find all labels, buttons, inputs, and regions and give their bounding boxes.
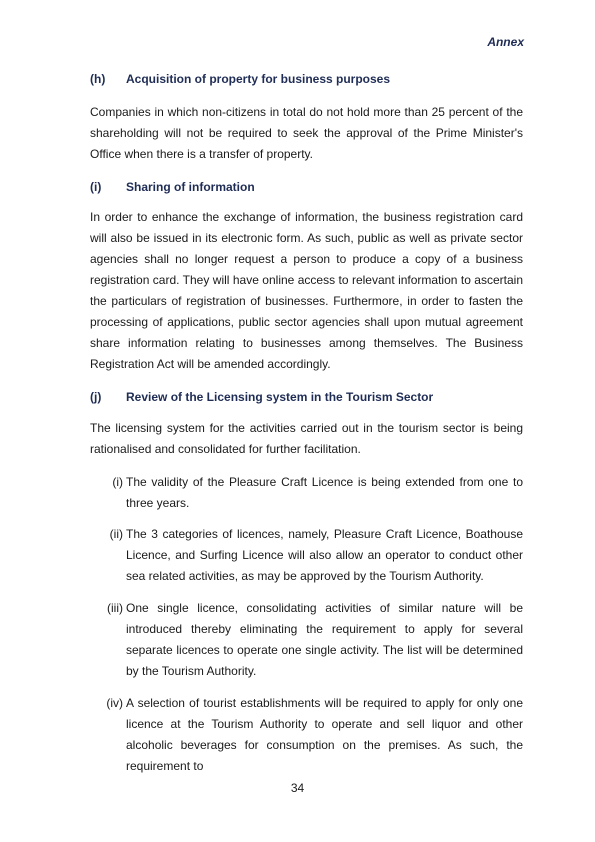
section-heading-i bbox=[90, 180, 255, 194]
section-label: (i) bbox=[90, 180, 102, 194]
list-item bbox=[90, 524, 523, 587]
list-item-number: (iv) bbox=[106, 696, 123, 710]
list-item-text: The validity of the Pleasure Craft Licence is being extended from one to three years. bbox=[126, 475, 523, 510]
section-body-i: In order to enhance the exchange of information, the business registration card will also be issued in its electronic form. As such, public as well as private sector agencies shall no longer request a person to produce a copy of a business registration card. They will have online access to relevant information to ascertain the particulars of registration of businesses. Furthermore, in order to fasten the processing of applications, public sector agencies shall upon mutual agreement share information relating to businesses among themselves. The Business Registration Act will be amended accordingly. bbox=[90, 210, 523, 371]
list-item-text: One single licence, consolidating activities of similar nature will be introduced thereby eliminating the requirement to apply for several separate licences to operate one single activity. The list will be determined by the Tourism Authority. bbox=[126, 601, 523, 678]
list-item-text: The 3 categories of licences, namely, Pleasure Craft Licence, Boathouse Licence, and Surfing Licence will also allow an operator to conduct other sea related activities, as may be approved by the Tourism Authority. bbox=[126, 527, 523, 583]
list-item-number: (i) bbox=[112, 475, 123, 489]
annex-header: Annex bbox=[487, 35, 524, 49]
page-number: 34 bbox=[290, 781, 305, 795]
list-item bbox=[90, 598, 523, 682]
section-body-h: Companies in which non-citizens in total do not hold more than 25 percent of the shareholding will not be required to seek the approval of the Prime Minister's Office when there is a transfer of property. bbox=[90, 105, 523, 161]
section-heading-h bbox=[90, 72, 390, 86]
section-title: Review of the Licensing system in the Tourism Sector bbox=[126, 390, 434, 404]
section-label: (j) bbox=[90, 390, 102, 404]
list-item-number: (ii) bbox=[109, 527, 123, 541]
section-label: (h) bbox=[90, 72, 106, 86]
section-body-j: The licensing system for the activities carried out in the tourism sector is being rationalised and consolidated for further facilitation. bbox=[90, 421, 523, 456]
section-title: Sharing of information bbox=[126, 180, 255, 194]
section-title: Acquisition of property for business purposes bbox=[126, 72, 391, 86]
section-heading-j bbox=[90, 390, 433, 404]
list-item-text: A selection of tourist establishments will be required to apply for only one licence at the Tourism Authority to operate and sell liquor and other alcoholic beverages for consumption on the premises. As such, the requirement to bbox=[126, 696, 523, 773]
list-item bbox=[90, 472, 523, 514]
list-item bbox=[90, 693, 523, 777]
list-item-number: (iii) bbox=[107, 601, 123, 615]
